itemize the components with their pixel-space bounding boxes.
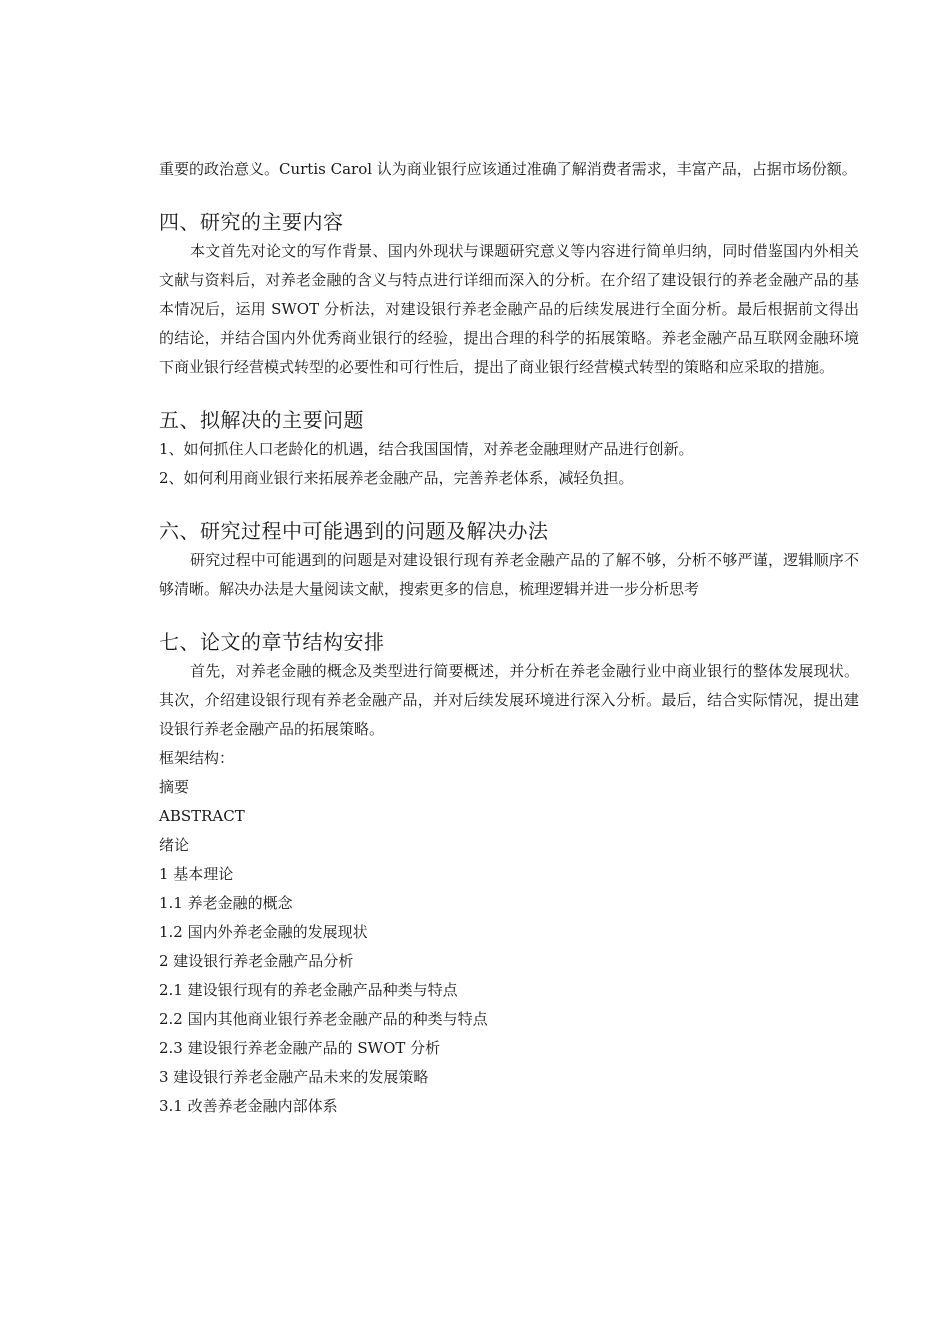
outline-item: 2.2 国内其他商业银行养老金融产品的种类与特点 xyxy=(159,1010,488,1028)
outline-list xyxy=(159,773,859,1121)
intro-paragraph: 重要的政治意义。Curtis Carol 认为商业银行应该通过准确了解消费者需求，丰富产品，占据市场份额。 xyxy=(159,160,857,178)
section-7-paragraph: 首先，对养老金融的概念及类型进行简要概述，并分析在养老金融行业中商业银行的整体发展现状。其次，介绍建设银行现有养老金融产品，并对后续发展环境进行深入分析。最后，结合实际情况，提出建设银行养老金融产品的拓展策略。 xyxy=(159,662,859,738)
outline-item: ABSTRACT xyxy=(159,807,245,825)
section-4-heading: 四、研究的主要内容 xyxy=(159,210,344,234)
outline-item: 1 基本理论 xyxy=(159,865,234,883)
document-page xyxy=(159,155,859,1121)
outline-item: 3.1 改善养老金融内部体系 xyxy=(159,1097,338,1115)
section-5-item-2: 2、如何利用商业银行来拓展养老金融产品，完善养老体系，减轻负担。 xyxy=(159,469,634,487)
section-4-paragraph: 本文首先对论文的写作背景、国内外现状与课题研究意义等内容进行简单归纳，同时借鉴国内外相关文献与资料后，对养老金融的含义与特点进行详细而深入的分析。在介绍了建设银行的养老金融产品的基本情况后，运用 SWOT 分析法，对建设银行养老金融产品的后续发展进行全面分析。最后根据前文得出的结论，并结合国内外优秀商业银行的经验，提出合理的科学的拓展策略。养老金融产品互联网金融环境下商业银行经营模式转型的必要性和可行性后，提出了商业银行经营模式转型的策略和应采取的措施。 xyxy=(159,242,859,376)
outline-item: 2 建设银行养老金融产品分析 xyxy=(159,952,354,970)
outline-item: 摘要 xyxy=(159,778,190,796)
framework-label: 框架结构： xyxy=(159,749,235,767)
section-7-heading: 七、论文的章节结构安排 xyxy=(159,630,385,654)
outline-item: 2.1 建设银行现有的养老金融产品种类与特点 xyxy=(159,981,458,999)
outline-item: 绪论 xyxy=(159,836,190,854)
section-5-item-1: 1、如何抓住人口老龄化的机遇，结合我国国情，对养老金融理财产品进行创新。 xyxy=(159,440,694,458)
outline-item: 2.3 建设银行养老金融产品的 SWOT 分析 xyxy=(159,1039,441,1057)
outline-item: 1.2 国内外养老金融的发展现状 xyxy=(159,923,368,941)
section-5-heading: 五、拟解决的主要问题 xyxy=(159,408,364,432)
outline-item: 1.1 养老金融的概念 xyxy=(159,894,293,912)
section-6-heading: 六、研究过程中可能遇到的问题及解决办法 xyxy=(159,519,549,543)
section-6-paragraph: 研究过程中可能遇到的问题是对建设银行现有养老金融产品的了解不够，分析不够严谨，逻辑顺序不够清晰。解决办法是大量阅读文献，搜索更多的信息，梳理逻辑并进一步分析思考 xyxy=(159,551,859,598)
outline-item: 3 建设银行养老金融产品未来的发展策略 xyxy=(159,1068,429,1086)
